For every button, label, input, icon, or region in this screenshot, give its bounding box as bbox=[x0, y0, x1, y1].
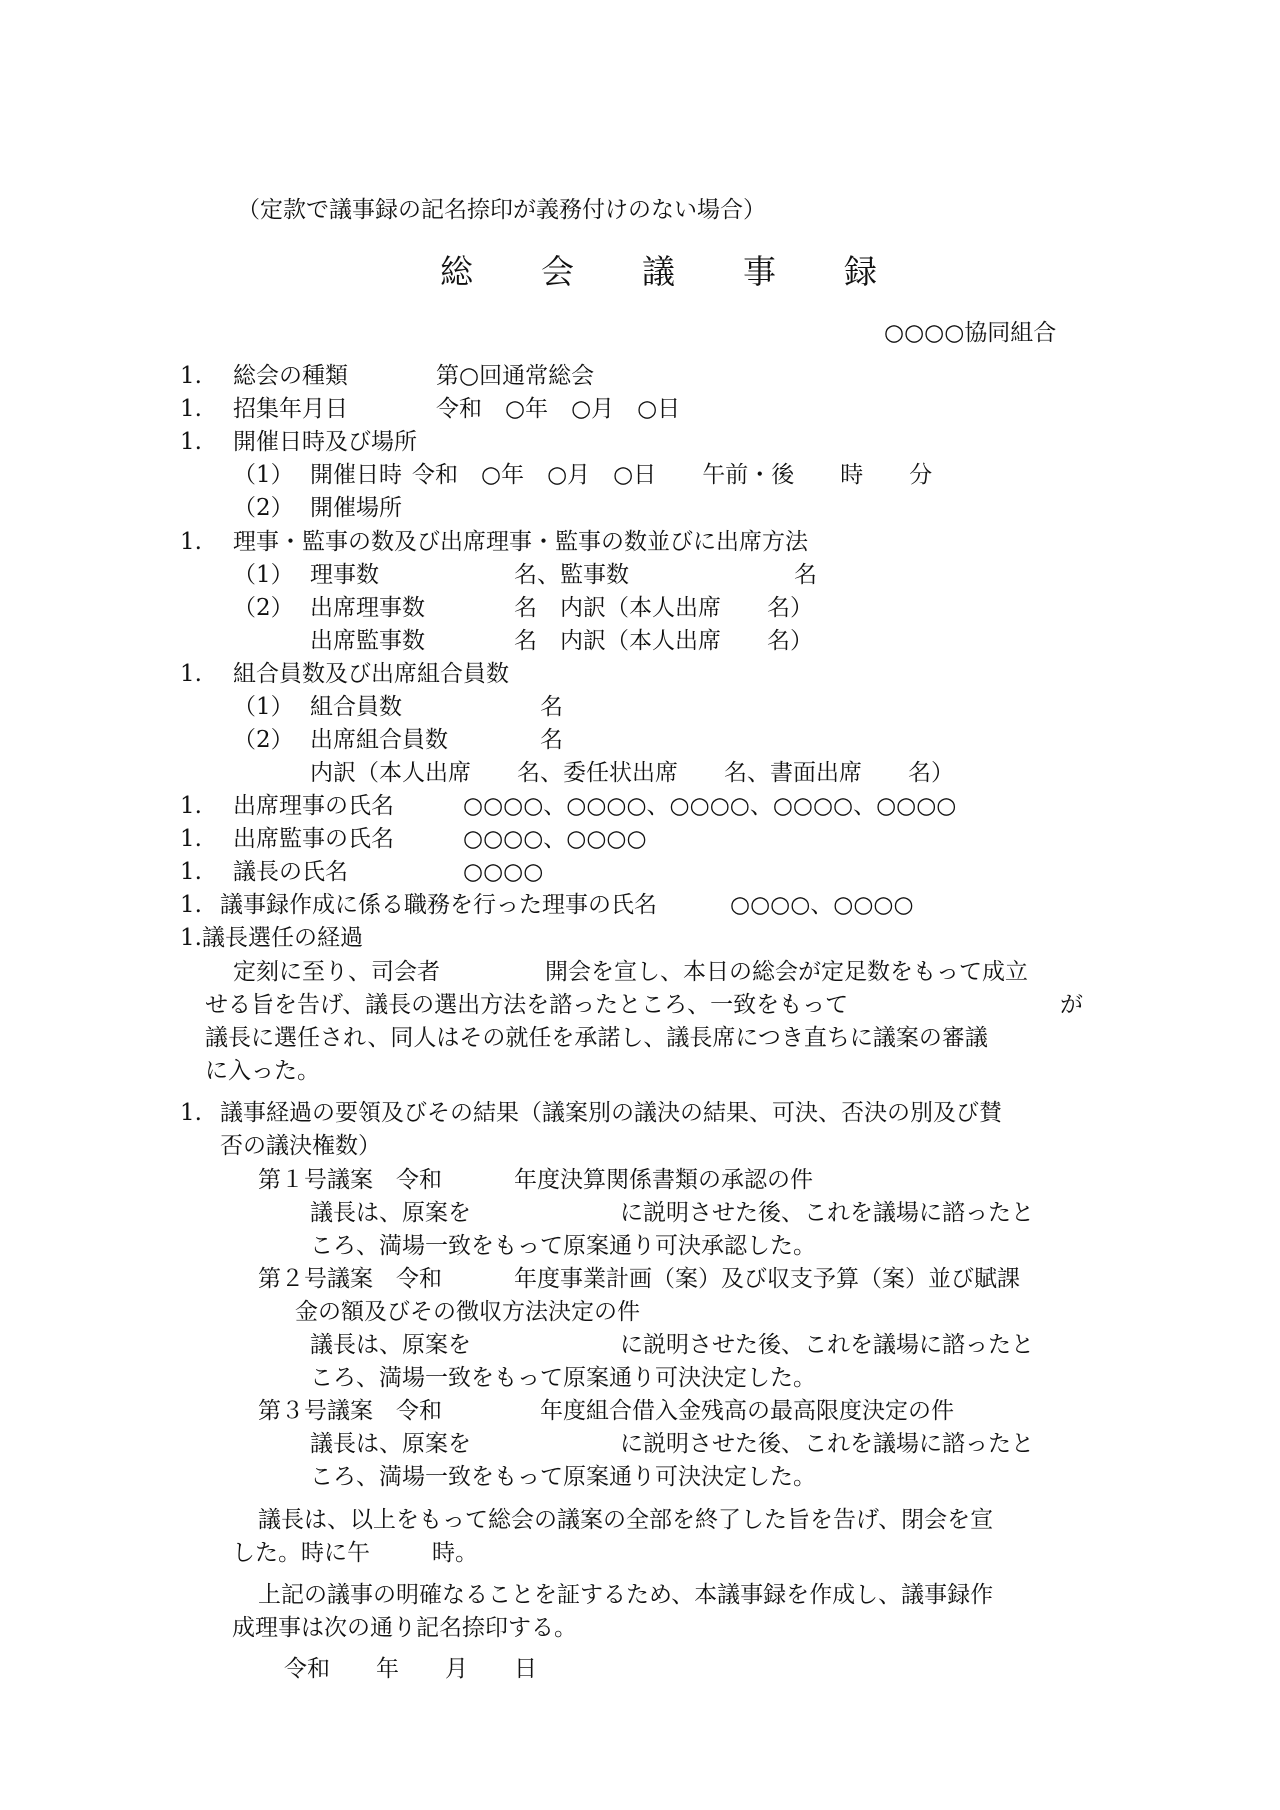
sub-number: （2） bbox=[233, 495, 294, 521]
proposal-1-title: 年度決算関係書類の承認の件 bbox=[514, 1167, 813, 1193]
proposal-1-title: 第１号議案 令和 bbox=[258, 1167, 442, 1193]
proposal-2-title: 金の額及びその徴収方法決定の件 bbox=[295, 1299, 640, 1325]
closing-text: した。時に午 bbox=[232, 1540, 370, 1566]
chair-election-text: が bbox=[1060, 992, 1083, 1018]
attending-directors-label: 出席理事数 bbox=[310, 595, 425, 621]
proposal-2-body: 議長は、原案を bbox=[310, 1332, 471, 1358]
convocation-date-label: 招集年月日 bbox=[233, 396, 348, 422]
title-char: 議 bbox=[642, 252, 675, 291]
item-number: 1. bbox=[180, 429, 202, 455]
attendance-breakdown: 内訳（本人出席 名、委任状出席 名、書面出席 名） bbox=[310, 760, 954, 786]
closing-text: 時。 bbox=[432, 1540, 478, 1566]
proposal-2-title: 年度事業計画（案）及び収支予算（案）並び賦課 bbox=[514, 1266, 1020, 1292]
directors-count-label: 理事数 bbox=[310, 562, 379, 588]
signature-date: 令和 年 月 日 bbox=[284, 1656, 537, 1682]
title-char: 総 bbox=[440, 252, 473, 291]
organization-name: ○○○○協同組合 bbox=[884, 320, 1057, 346]
proposal-2-body: ころ、満場一致をもって原案通り可決決定した。 bbox=[310, 1365, 816, 1391]
item-number: 1. bbox=[180, 396, 202, 422]
auditors-count-unit: 名 bbox=[794, 562, 817, 588]
attending-directors-value: 名 内訳（本人出席 名） bbox=[514, 595, 813, 621]
directors-count-value: 名、監事数 bbox=[514, 562, 629, 588]
closing-text: 議長は、以上をもって総会の議案の全部を終了した旨を告げ、閉会を宣 bbox=[258, 1507, 994, 1533]
meeting-type-value: 第○回通常総会 bbox=[436, 363, 595, 389]
item-number: 1. bbox=[180, 826, 202, 852]
document-note: （定款で議事録の記名捺印が義務付けのない場合） bbox=[237, 197, 766, 223]
datetime-label: 開催日時 bbox=[310, 462, 402, 488]
attending-members-label: 出席組合員数 bbox=[310, 727, 448, 753]
proposal-3-body: ころ、満場一致をもって原案通り可決決定した。 bbox=[310, 1464, 816, 1490]
directors-names-value: ○○○○、○○○○、○○○○、○○○○、○○○○ bbox=[463, 793, 957, 819]
proposal-3-body: に説明させた後、これを議場に諮ったと bbox=[620, 1431, 1034, 1457]
auditors-names-value: ○○○○、○○○○ bbox=[463, 826, 647, 852]
attending-auditors-value: 名 内訳（本人出席 名） bbox=[514, 628, 813, 654]
convocation-date-value: 令和 ○年 ○月 ○日 bbox=[436, 396, 681, 422]
members-count-label: 組合員数 bbox=[310, 694, 402, 720]
chair-election-text: せる旨を告げ、議長の選出方法を諮ったところ、一致をもって bbox=[205, 992, 849, 1018]
proceedings-heading: 否の議決権数） bbox=[220, 1133, 381, 1159]
proposal-1-body: に説明させた後、これを議場に諮ったと bbox=[620, 1200, 1034, 1226]
title-char: 事 bbox=[743, 252, 776, 291]
attending-members-value: 名 bbox=[540, 727, 563, 753]
title-char: 会 bbox=[541, 252, 574, 291]
proposal-3-body: 議長は、原案を bbox=[310, 1431, 471, 1457]
datetime-place-label: 開催日時及び場所 bbox=[233, 429, 417, 455]
place-label: 開催場所 bbox=[310, 495, 402, 521]
item-number: 1. bbox=[180, 1100, 202, 1126]
sub-number: （1） bbox=[233, 462, 294, 488]
chair-value: ○○○○ bbox=[463, 859, 544, 885]
proceedings-heading: 議事経過の要領及びその結果（議案別の議決の結果、可決、否決の別及び賛 bbox=[220, 1100, 1002, 1126]
sub-number: （2） bbox=[233, 727, 294, 753]
item-number: 1. bbox=[180, 661, 202, 687]
proposal-1-body: 議長は、原案を bbox=[310, 1200, 471, 1226]
title-char: 録 bbox=[844, 252, 877, 291]
chair-election-text: に入った。 bbox=[205, 1058, 320, 1084]
item-number: 1. bbox=[180, 529, 202, 555]
minutes-directors-label: 議事録作成に係る職務を行った理事の氏名 bbox=[220, 892, 657, 918]
chair-election-text: 開会を宣し、本日の総会が定足数をもって成立 bbox=[545, 959, 1028, 985]
minutes-directors-value: ○○○○、○○○○ bbox=[730, 892, 914, 918]
item-number: 1. bbox=[180, 363, 202, 389]
auditors-names-label: 出席監事の氏名 bbox=[233, 826, 394, 852]
directors-names-label: 出席理事の氏名 bbox=[233, 793, 394, 819]
members-count-value: 名 bbox=[540, 694, 563, 720]
proposal-2-body: に説明させた後、これを議場に諮ったと bbox=[620, 1332, 1034, 1358]
sub-number: （1） bbox=[233, 694, 294, 720]
proposal-3-title: 第３号議案 令和 bbox=[258, 1398, 442, 1424]
chair-election-text: 定刻に至り、司会者 bbox=[233, 959, 440, 985]
chair-election-text: 議長に選任され、同人はその就任を承諾し、議長席につき直ちに議案の審議 bbox=[205, 1025, 988, 1051]
item-number: 1. bbox=[180, 892, 202, 918]
datetime-value: 令和 ○年 ○月 ○日 午前・後 時 分 bbox=[412, 462, 933, 488]
sub-number: （2） bbox=[233, 595, 294, 621]
closing-text: 成理事は次の通り記名捺印する。 bbox=[232, 1615, 577, 1641]
item-number: 1. bbox=[180, 859, 202, 885]
chair-election-heading: 1.議長選任の経過 bbox=[180, 925, 363, 951]
sub-number: （1） bbox=[233, 562, 294, 588]
directors-label: 理事・監事の数及び出席理事・監事の数並びに出席方法 bbox=[233, 529, 808, 555]
document-title bbox=[440, 252, 877, 292]
chair-label: 議長の氏名 bbox=[233, 859, 348, 885]
proposal-2-title: 第２号議案 令和 bbox=[258, 1266, 442, 1292]
members-label: 組合員数及び出席組合員数 bbox=[233, 661, 509, 687]
proposal-3-title: 年度組合借入金残高の最高限度決定の件 bbox=[540, 1398, 954, 1424]
meeting-type-label: 総会の種類 bbox=[233, 363, 348, 389]
closing-text: 上記の議事の明確なることを証するため、本議事録を作成し、議事録作 bbox=[258, 1582, 994, 1608]
item-number: 1. bbox=[180, 793, 202, 819]
proposal-1-body: ころ、満場一致をもって原案通り可決承認した。 bbox=[310, 1233, 816, 1259]
attending-auditors-label: 出席監事数 bbox=[310, 628, 425, 654]
